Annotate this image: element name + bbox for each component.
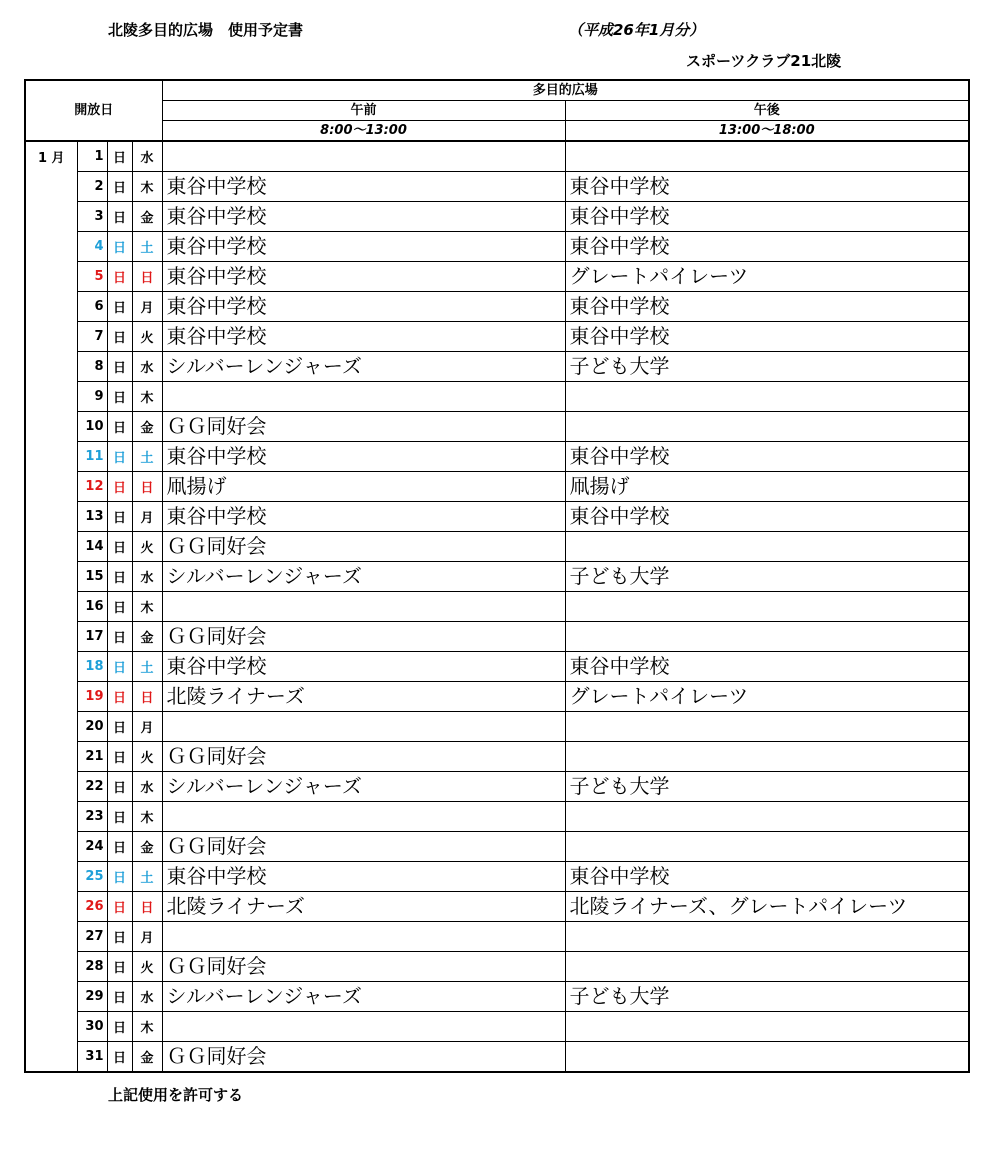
table-row bbox=[25, 832, 969, 862]
pm-event: 北陵ライナーズ、グレートパイレーツ bbox=[565, 892, 969, 922]
table-row bbox=[25, 592, 969, 622]
table-row bbox=[25, 772, 969, 802]
day-number: 9 bbox=[77, 382, 107, 412]
table-row bbox=[25, 352, 969, 382]
am-event: 東谷中学校 bbox=[162, 652, 565, 682]
day-number: 13 bbox=[77, 502, 107, 532]
day-of-week: 木 bbox=[132, 172, 162, 202]
pm-header: 午後 bbox=[565, 101, 969, 121]
day-of-week: 土 bbox=[132, 232, 162, 262]
day-unit: 日 bbox=[107, 1042, 132, 1073]
day-of-week: 金 bbox=[132, 622, 162, 652]
day-unit: 日 bbox=[107, 922, 132, 952]
day-of-week: 月 bbox=[132, 292, 162, 322]
am-event: 北陵ライナーズ bbox=[162, 682, 565, 712]
day-number: 10 bbox=[77, 412, 107, 442]
am-event: シルバーレンジャーズ bbox=[162, 352, 565, 382]
day-of-week: 日 bbox=[132, 892, 162, 922]
day-unit: 日 bbox=[107, 682, 132, 712]
table-row bbox=[25, 141, 969, 172]
pm-event: 東谷中学校 bbox=[565, 862, 969, 892]
pm-event: 東谷中学校 bbox=[565, 652, 969, 682]
table-row bbox=[25, 742, 969, 772]
approval-text: 上記使用を許可する bbox=[108, 1086, 244, 1104]
day-unit: 日 bbox=[107, 772, 132, 802]
organization-name: スポーツクラブ21北陵 bbox=[686, 52, 842, 70]
day-unit: 日 bbox=[107, 292, 132, 322]
day-unit: 日 bbox=[107, 832, 132, 862]
am-event: ＧＧ同好会 bbox=[162, 1042, 565, 1073]
pm-event: 子ども大学 bbox=[565, 772, 969, 802]
day-number: 4 bbox=[77, 232, 107, 262]
am-event bbox=[162, 382, 565, 412]
table-row bbox=[25, 322, 969, 352]
pm-event bbox=[565, 802, 969, 832]
venue-header: 多目的広場 bbox=[162, 80, 969, 101]
pm-event bbox=[565, 622, 969, 652]
am-event bbox=[162, 712, 565, 742]
day-of-week: 火 bbox=[132, 322, 162, 352]
day-number: 25 bbox=[77, 862, 107, 892]
day-number: 27 bbox=[77, 922, 107, 952]
am-event: 東谷中学校 bbox=[162, 262, 565, 292]
day-unit: 日 bbox=[107, 502, 132, 532]
month-label: 1 月 bbox=[25, 141, 77, 1072]
day-number: 1 bbox=[77, 141, 107, 172]
table-row bbox=[25, 982, 969, 1012]
document-title: 北陵多目的広場 使用予定書 bbox=[108, 21, 304, 39]
day-unit: 日 bbox=[107, 1012, 132, 1042]
day-of-week: 水 bbox=[132, 562, 162, 592]
opening-day-header: 開放日 bbox=[25, 80, 162, 141]
day-number: 8 bbox=[77, 352, 107, 382]
table-row bbox=[25, 862, 969, 892]
pm-event bbox=[565, 952, 969, 982]
am-event: 東谷中学校 bbox=[162, 232, 565, 262]
am-event bbox=[162, 922, 565, 952]
table-row bbox=[25, 232, 969, 262]
pm-event: グレートパイレーツ bbox=[565, 682, 969, 712]
day-number: 3 bbox=[77, 202, 107, 232]
table-row bbox=[25, 652, 969, 682]
day-number: 23 bbox=[77, 802, 107, 832]
am-event bbox=[162, 141, 565, 172]
day-number: 19 bbox=[77, 682, 107, 712]
day-unit: 日 bbox=[107, 382, 132, 412]
table-row bbox=[25, 682, 969, 712]
pm-event bbox=[565, 141, 969, 172]
pm-event: 東谷中学校 bbox=[565, 442, 969, 472]
table-row bbox=[25, 292, 969, 322]
day-unit: 日 bbox=[107, 322, 132, 352]
day-unit: 日 bbox=[107, 232, 132, 262]
pm-hours: 13:00～18:00 bbox=[565, 121, 969, 142]
day-of-week: 木 bbox=[132, 1012, 162, 1042]
day-unit: 日 bbox=[107, 141, 132, 172]
table-row bbox=[25, 262, 969, 292]
table-row bbox=[25, 502, 969, 532]
day-of-week: 金 bbox=[132, 202, 162, 232]
day-unit: 日 bbox=[107, 952, 132, 982]
day-unit: 日 bbox=[107, 262, 132, 292]
am-event: 凧揚げ bbox=[162, 472, 565, 502]
day-of-week: 金 bbox=[132, 412, 162, 442]
pm-event bbox=[565, 1042, 969, 1073]
day-of-week: 火 bbox=[132, 952, 162, 982]
pm-event: 東谷中学校 bbox=[565, 232, 969, 262]
pm-event bbox=[565, 592, 969, 622]
day-of-week: 日 bbox=[132, 472, 162, 502]
day-of-week: 土 bbox=[132, 652, 162, 682]
day-of-week: 月 bbox=[132, 502, 162, 532]
day-unit: 日 bbox=[107, 712, 132, 742]
day-of-week: 金 bbox=[132, 832, 162, 862]
table-row bbox=[25, 562, 969, 592]
day-of-week: 火 bbox=[132, 532, 162, 562]
table-row bbox=[25, 952, 969, 982]
table-row bbox=[25, 802, 969, 832]
day-number: 30 bbox=[77, 1012, 107, 1042]
am-event bbox=[162, 1012, 565, 1042]
table-row bbox=[25, 712, 969, 742]
day-of-week: 水 bbox=[132, 772, 162, 802]
am-event: シルバーレンジャーズ bbox=[162, 562, 565, 592]
day-unit: 日 bbox=[107, 862, 132, 892]
am-event: シルバーレンジャーズ bbox=[162, 772, 565, 802]
table-row bbox=[25, 1012, 969, 1042]
pm-event: 東谷中学校 bbox=[565, 292, 969, 322]
am-event: シルバーレンジャーズ bbox=[162, 982, 565, 1012]
day-unit: 日 bbox=[107, 532, 132, 562]
table-row bbox=[25, 412, 969, 442]
document-period: （平成26年1月分） bbox=[568, 21, 705, 39]
day-number: 18 bbox=[77, 652, 107, 682]
am-event: ＧＧ同好会 bbox=[162, 832, 565, 862]
table-row bbox=[25, 622, 969, 652]
pm-event: 子ども大学 bbox=[565, 352, 969, 382]
table-row bbox=[25, 202, 969, 232]
day-of-week: 火 bbox=[132, 742, 162, 772]
am-event: ＧＧ同好会 bbox=[162, 412, 565, 442]
day-of-week: 土 bbox=[132, 442, 162, 472]
am-event: 東谷中学校 bbox=[162, 292, 565, 322]
day-unit: 日 bbox=[107, 802, 132, 832]
day-unit: 日 bbox=[107, 652, 132, 682]
pm-event: 東谷中学校 bbox=[565, 502, 969, 532]
table-row bbox=[25, 442, 969, 472]
pm-event bbox=[565, 532, 969, 562]
day-of-week: 日 bbox=[132, 682, 162, 712]
day-number: 20 bbox=[77, 712, 107, 742]
day-number: 7 bbox=[77, 322, 107, 352]
day-number: 14 bbox=[77, 532, 107, 562]
day-unit: 日 bbox=[107, 622, 132, 652]
day-unit: 日 bbox=[107, 472, 132, 502]
day-unit: 日 bbox=[107, 592, 132, 622]
am-event bbox=[162, 592, 565, 622]
day-of-week: 月 bbox=[132, 922, 162, 952]
day-unit: 日 bbox=[107, 442, 132, 472]
table-row bbox=[25, 1042, 969, 1073]
pm-event bbox=[565, 922, 969, 952]
am-event: 東谷中学校 bbox=[162, 322, 565, 352]
am-event: 東谷中学校 bbox=[162, 502, 565, 532]
table-row bbox=[25, 382, 969, 412]
am-event: ＧＧ同好会 bbox=[162, 622, 565, 652]
day-of-week: 月 bbox=[132, 712, 162, 742]
am-event: ＧＧ同好会 bbox=[162, 532, 565, 562]
pm-event bbox=[565, 382, 969, 412]
pm-event: 子ども大学 bbox=[565, 982, 969, 1012]
pm-event: 東谷中学校 bbox=[565, 322, 969, 352]
day-of-week: 日 bbox=[132, 262, 162, 292]
table-row bbox=[25, 172, 969, 202]
day-number: 29 bbox=[77, 982, 107, 1012]
am-event: ＧＧ同好会 bbox=[162, 952, 565, 982]
pm-event bbox=[565, 712, 969, 742]
day-number: 28 bbox=[77, 952, 107, 982]
schedule-table bbox=[24, 79, 970, 1073]
day-unit: 日 bbox=[107, 892, 132, 922]
day-of-week: 水 bbox=[132, 141, 162, 172]
day-number: 11 bbox=[77, 442, 107, 472]
pm-event: 東谷中学校 bbox=[565, 202, 969, 232]
pm-event bbox=[565, 832, 969, 862]
day-number: 17 bbox=[77, 622, 107, 652]
pm-event bbox=[565, 742, 969, 772]
day-of-week: 土 bbox=[132, 862, 162, 892]
am-hours: 8:00～13:00 bbox=[162, 121, 565, 142]
table-row bbox=[25, 892, 969, 922]
pm-event: グレートパイレーツ bbox=[565, 262, 969, 292]
day-number: 5 bbox=[77, 262, 107, 292]
day-number: 15 bbox=[77, 562, 107, 592]
day-of-week: 水 bbox=[132, 352, 162, 382]
day-unit: 日 bbox=[107, 982, 132, 1012]
am-event: 北陵ライナーズ bbox=[162, 892, 565, 922]
day-unit: 日 bbox=[107, 352, 132, 382]
day-number: 16 bbox=[77, 592, 107, 622]
pm-event: 子ども大学 bbox=[565, 562, 969, 592]
table-row bbox=[25, 472, 969, 502]
day-unit: 日 bbox=[107, 562, 132, 592]
am-event: 東谷中学校 bbox=[162, 862, 565, 892]
day-unit: 日 bbox=[107, 172, 132, 202]
am-header: 午前 bbox=[162, 101, 565, 121]
day-number: 6 bbox=[77, 292, 107, 322]
day-number: 24 bbox=[77, 832, 107, 862]
day-unit: 日 bbox=[107, 202, 132, 232]
table-row bbox=[25, 922, 969, 952]
am-event bbox=[162, 802, 565, 832]
am-event: 東谷中学校 bbox=[162, 172, 565, 202]
day-of-week: 水 bbox=[132, 982, 162, 1012]
table-row bbox=[25, 532, 969, 562]
day-unit: 日 bbox=[107, 412, 132, 442]
pm-event: 凧揚げ bbox=[565, 472, 969, 502]
am-event: ＧＧ同好会 bbox=[162, 742, 565, 772]
day-number: 12 bbox=[77, 472, 107, 502]
pm-event bbox=[565, 1012, 969, 1042]
day-of-week: 金 bbox=[132, 1042, 162, 1073]
am-event: 東谷中学校 bbox=[162, 202, 565, 232]
day-of-week: 木 bbox=[132, 592, 162, 622]
day-of-week: 木 bbox=[132, 382, 162, 412]
am-event: 東谷中学校 bbox=[162, 442, 565, 472]
day-of-week: 木 bbox=[132, 802, 162, 832]
day-number: 22 bbox=[77, 772, 107, 802]
day-number: 2 bbox=[77, 172, 107, 202]
day-number: 31 bbox=[77, 1042, 107, 1073]
day-unit: 日 bbox=[107, 742, 132, 772]
pm-event bbox=[565, 412, 969, 442]
day-number: 26 bbox=[77, 892, 107, 922]
day-number: 21 bbox=[77, 742, 107, 772]
pm-event: 東谷中学校 bbox=[565, 172, 969, 202]
